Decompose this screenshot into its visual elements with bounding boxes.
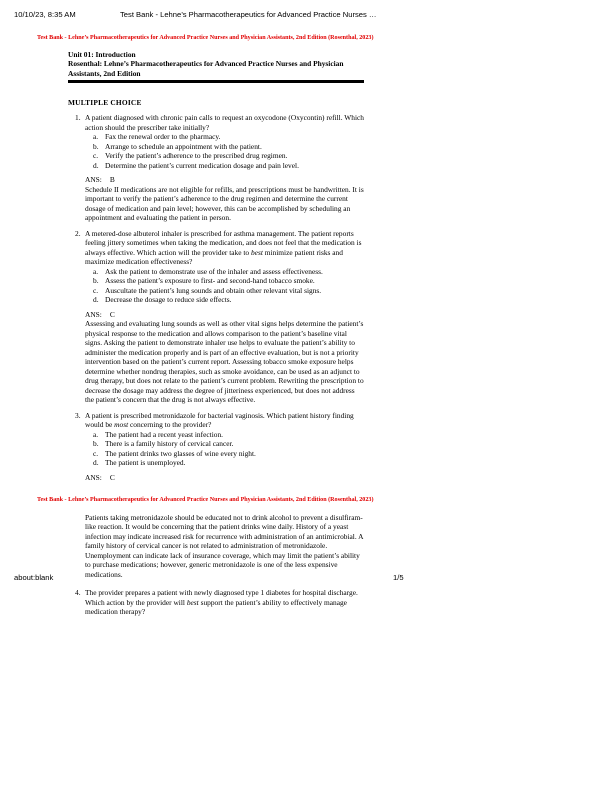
- option-row: [68, 430, 364, 440]
- testbank-banner: Test Bank - Lehne’s Pharmacotherapeutics for Advanced Practice Nurses and Physician Assistants, 2nd Edition (Rosenthal, 2023): [37, 35, 374, 41]
- print-header: [14, 10, 598, 19]
- answer-line: [85, 175, 364, 185]
- option-letter: a.: [93, 429, 99, 439]
- question-number: 3.: [75, 410, 81, 420]
- option-letter: a.: [93, 266, 99, 276]
- footer-page-number: 1/5: [393, 573, 404, 582]
- option-text: There is a family history of cervical cancer.: [105, 439, 234, 448]
- option-letter: c.: [93, 285, 99, 295]
- question-stem-row: [68, 411, 364, 430]
- option-row: [68, 458, 364, 468]
- option-text: The patient is unemployed.: [105, 458, 186, 467]
- answer-line: [85, 473, 364, 483]
- option-text: Determine the patient’s current medication dosage and pain level.: [105, 160, 299, 170]
- question-3-feedback: Patients taking metronidazole should be educated not to drink alcohol to prevent a disulfiram-like reaction. It would be concerning that the patient drinks wine daily. History of a yeast infection may indicate increased risk for recurrence with administration of an antimicrobial. A family history of cervical cancer is not related to administration of metronidazole. Unemployment can indicate lack of insurance coverage, which may limit the patient’s ability to purchase medications; however, generic metronidazole is one of the less expensive medications.: [85, 512, 364, 579]
- option-text: Assess the patient’s exposure to first- and second-hand tobacco smoke.: [105, 276, 315, 285]
- option-row: [68, 439, 364, 449]
- document-body: [37, 35, 374, 617]
- question-number: 4.: [75, 588, 81, 597]
- book-title: Rosenthal: Lehne’s Pharmacotherapeutics for Advanced Practice Nurses and Physician Assistants, 2nd Edition: [68, 59, 344, 78]
- option-row: [68, 276, 364, 286]
- question-number: 1.: [75, 113, 81, 122]
- option-letter: b.: [93, 276, 99, 285]
- option-letter: b.: [93, 141, 99, 151]
- question: [68, 229, 364, 405]
- option-letter: c.: [93, 151, 99, 160]
- question-stem-row: [68, 229, 364, 267]
- question-number: 2.: [75, 228, 81, 238]
- question: [68, 113, 364, 223]
- option-row: [68, 151, 364, 161]
- option-letter: d.: [93, 295, 99, 304]
- option-row: [68, 449, 364, 459]
- testbank-banner-repeat: Test Bank - Lehne’s Pharmacotherapeutics for Advanced Practice Nurses and Physician Assistants, 2nd Edition (Rosenthal, 2023): [37, 497, 374, 503]
- print-footer: [14, 573, 598, 582]
- question-options: [68, 430, 364, 468]
- option-text: Arrange to schedule an appointment with the patient.: [105, 141, 262, 151]
- option-text: Ask the patient to demonstrate use of the inhaler and assess effectiveness.: [105, 266, 323, 276]
- question-stem: The provider prepares a patient with newly diagnosed type 1 diabetes for hospital discharge. Which action by the provider will best support the patient’s ability to effectively manage medication therapy?: [85, 588, 358, 616]
- answer-letter: C: [109, 472, 115, 482]
- title-rule: [68, 80, 364, 83]
- option-text: Auscultate the patient’s lung sounds and obtain other relevant vital signs.: [105, 285, 322, 295]
- question-options: [68, 267, 364, 305]
- question-stem: A patient is prescribed metronidazole for bacterial vaginosis. Which patient history finding would be most concerning to the provider?: [85, 410, 354, 429]
- option-letter: d.: [93, 458, 99, 467]
- option-letter: b.: [93, 439, 99, 448]
- print-datetime: 10/10/23, 8:35 AM: [14, 10, 76, 19]
- footer-url: about:blank: [14, 573, 54, 582]
- answer-label: ANS:: [85, 175, 102, 184]
- answer-line: [85, 310, 364, 320]
- question-options: [68, 132, 364, 170]
- option-text: Decrease the dosage to reduce side effects.: [105, 295, 232, 304]
- section-heading: MULTIPLE CHOICE: [68, 97, 142, 107]
- question-feedback: Assessing and evaluating lung sounds as well as other vital signs helps determine the patient’s physical response to the medication and allows comparison to the patient’s baseline vital signs. Asking the patient to demonstrate inhaler use helps to evaluate the patient’s ability to administer the medication properly and is part of an effective evaluation, but is not a priority intervention based on the patient’s current report. Assessing tobacco smoke exposure helps determine whether nondrug therapies, such as smoke avoidance, can be used as an adjunct to drug therapy, but does not relate to the patient’s current problem. Rewriting the prescription to decrease the dosage may address the degree of jitteriness experienced, but does not address the patient’s concern that the drug is not always effective.: [85, 319, 364, 404]
- question-feedback: Schedule II medications are not eligible for refills, and prescriptions must be handwritten. It is important to verify the patient’s adherence to the drug regimen and determine the current dosage of medication and pain level; however, this can be accomplished by scheduling an appointment and evaluating the patient in person.: [85, 184, 364, 222]
- option-text: The patient had a recent yeast infection.: [105, 429, 223, 439]
- answer-label: ANS:: [85, 309, 102, 319]
- option-letter: a.: [93, 132, 99, 141]
- answer-letter: C: [109, 309, 115, 319]
- option-text: Verify the patient’s adherence to the prescribed drug regimen.: [105, 151, 288, 160]
- option-row: [68, 142, 364, 152]
- option-row: [68, 267, 364, 277]
- option-letter: d.: [93, 160, 99, 170]
- unit-title: Unit 01: Introduction: [68, 49, 136, 59]
- print-document-title: Test Bank - Lehne’s Pharmacotherapeutics for Advanced Practice Nurses …: [120, 10, 377, 19]
- option-letter: c.: [93, 448, 99, 458]
- question: [68, 411, 364, 483]
- option-row: [68, 295, 364, 305]
- questions-list-continued: [68, 588, 364, 617]
- question-stem: A patient diagnosed with chronic pain calls to request an oxycodone (Oxycontin) refill. Which action should the prescriber take initially?: [85, 113, 364, 132]
- option-row: [68, 161, 364, 171]
- option-text: Fax the renewal order to the pharmacy.: [105, 132, 221, 141]
- option-row: [68, 132, 364, 142]
- question-stem: A metered-dose albuterol inhaler is prescribed for asthma management. The patient reports feeling jittery sometimes when taking the medication, and does not feel that the medication is always effective. Which action will the provider take to best minimize patient risks and maximize medication effectiveness?: [85, 228, 362, 266]
- option-row: [68, 286, 364, 296]
- answer-letter: B: [109, 175, 115, 184]
- answer-label: ANS:: [85, 472, 102, 482]
- question: [68, 588, 364, 617]
- option-text: The patient drinks two glasses of wine every night.: [105, 448, 256, 458]
- questions-list: [68, 113, 364, 482]
- question-stem-row: [68, 113, 364, 132]
- question-stem-row: [68, 588, 364, 617]
